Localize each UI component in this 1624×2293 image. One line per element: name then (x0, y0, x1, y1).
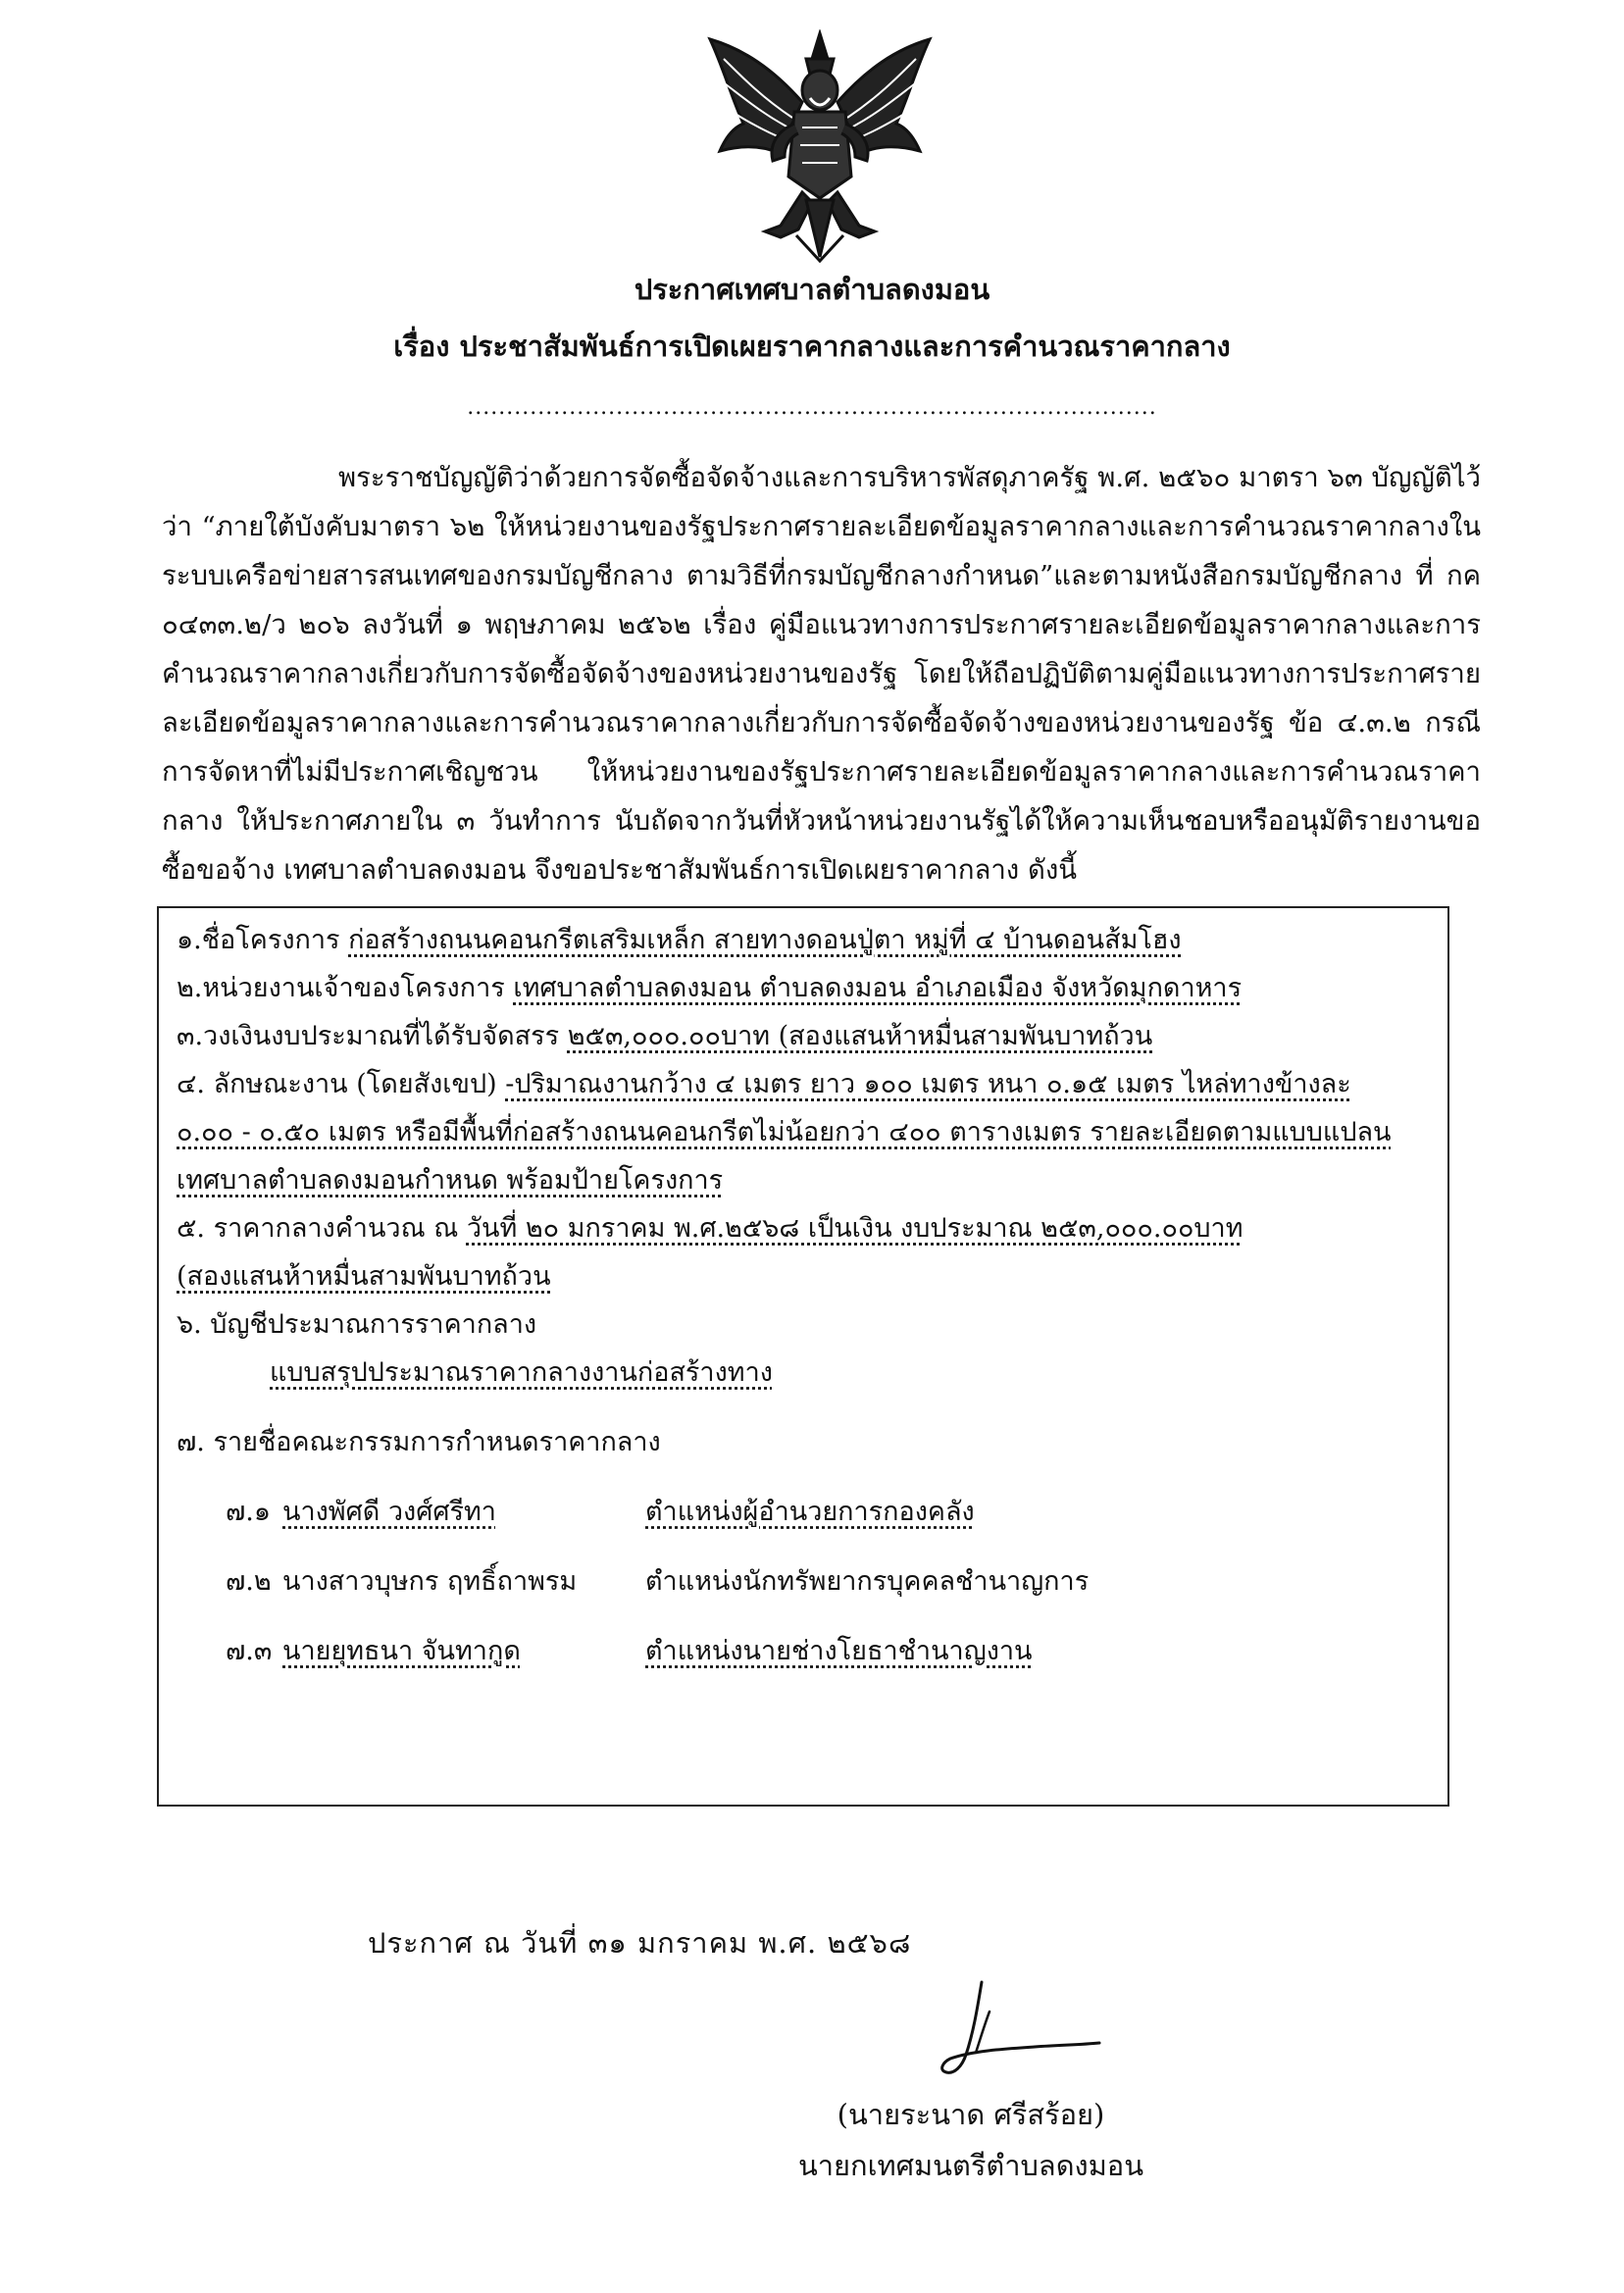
item-value: เทศบาลตำบลดงมอนกำหนด พร้อมป้ายโครงการ (177, 1165, 724, 1196)
item-label: ๕. ราคากลางคำนวณ ณ (177, 1213, 459, 1244)
item-median-price-line2 (177, 1252, 1430, 1300)
item-value: เทศบาลตำบลดงมอน ตำบลดงมอน อำเภอเมือง จังหวัดมุกดาหาร (513, 973, 1243, 1003)
body-paragraph (162, 453, 1481, 894)
item-label: ๑.ชื่อโครงการ (177, 925, 340, 955)
member-number: ๗.๓ (226, 1636, 273, 1666)
item-value: ๐.๐๐ - ๐.๕๐ เมตร หรือมีพื้นที่ก่อสร้างถนนคอนกรีตไม่น้อยกว่า ๔๐๐ ตารางเมตร รายละเอียดตามแบบแปลน (177, 1117, 1392, 1147)
item-work-description-line2 (177, 1108, 1430, 1156)
member-number: ๗.๑ (226, 1497, 272, 1527)
item-committee-title (177, 1418, 1430, 1466)
item-value: แบบสรุปประมาณราคากลางงานก่อสร้างทาง (270, 1357, 773, 1388)
item-label: ๓.วงเงินงบประมาณที่ได้รับจัดสรร (177, 1021, 560, 1051)
committee-member (177, 1557, 1430, 1605)
project-details-box (157, 906, 1449, 1807)
announcement-title: ประกาศเทศบาลตำบลดงมอน (634, 273, 990, 306)
item-value: -ปริมาณงานกว้าง ๔ เมตร ยาว ๑๐๐ เมตร หนา ๐.๑๕ เมตร ไหล่ทางข้างละ (505, 1069, 1351, 1099)
item-budget (177, 1012, 1430, 1060)
member-name: นายยุทธนา จันทากูด (282, 1636, 521, 1666)
item-price-estimate-list (177, 1300, 1430, 1349)
item-value: ก่อสร้างถนนคอนกรีตเสริมเหล็ก สายทางดอนปู่ตา หมู่ที่ ๔ บ้านดอนส้มโฮง (348, 925, 1182, 955)
item-label: ๗. รายชื่อคณะกรรมการกำหนดราคากลาง (177, 1427, 661, 1457)
body-text: พระราชบัญญัติว่าด้วยการจัดซื้อจัดจ้างและการบริหารพัสดุภาครัฐ พ.ศ. ๒๕๖๐ มาตรา ๖๓ บัญญัติไว้ว่า “ภายใต้บังคับมาตรา ๖๒ ให้หน่วยงานของรัฐประกาศรายละเอียดข้อมูลราคากลางและการคำนวณราคากลางในระบบเครือข่ายสารสนเทศของกรมบัญชีกลาง ตามวิธีที่กรมบัญชีกลางกำหนด”และตามหนังสือกรมบัญชีกลาง ที่ กค ๐๔๓๓.๒/ว ๒๐๖ ลงวันที่ ๑ พฤษภาคม ๒๕๖๒ เรื่อง คู่มือแนวทางการประกาศรายละเอียดข้อมูลราคากลางและการคำนวณราคากลางเกี่ยวกับการจัดซื้อจัดจ้างของหน่วยงานของรัฐ โดยให้ถือปฏิบัติตามคู่มือแนวทางการประกาศรายละเอียดข้อมูลราคากลางและการคำนวณราคากลางเกี่ยวกับการจัดซื้อจัดจ้างของหน่วยงานของรัฐ ข้อ ๔.๓.๒ กรณีการจัดหาที่ไม่มีประกาศเชิญชวน ให้หน่วยงานของรัฐประกาศรายละเอียดข้อมูลราคากลางและการคำนวณราคากลาง ให้ประกาศภายใน ๓ วันทำการ นับถัดจากวันที่หัวหน้าหน่วยงานรัฐได้ให้ความเห็นชอบหรืออนุมัติรายงานขอซื้อขอจ้าง เทศบาลตำบลดงมอน จึงขอประชาสัมพันธ์การเปิดเผยราคากลาง ดังนี้ (162, 462, 1481, 886)
committee-member (177, 1488, 1430, 1536)
announcement-subject: เรื่อง ประชาสัมพันธ์การเปิดเผยราคากลางและการคำนวณราคากลาง (393, 330, 1231, 363)
item-project-owner (177, 964, 1430, 1012)
garuda-emblem (704, 29, 936, 265)
spacer (177, 1466, 1430, 1488)
handwritten-signature (888, 1976, 1103, 2094)
item-label: ๔. ลักษณะงาน (โดยสังเขป) (177, 1069, 497, 1099)
member-position: ตำแหน่งนายช่างโยธาชำนาญงาน (645, 1636, 1033, 1666)
spacer (177, 1397, 1430, 1418)
signer-position: นายกเทศมนตรีตำบลดงมอน (797, 2149, 1144, 2182)
committee-member (177, 1627, 1430, 1675)
signer-name: (นายระนาด ศรีสร้อย) (837, 2098, 1105, 2131)
item-value: ๒๕๓,๐๐๐.๐๐บาท (สองแสนห้าหมื่นสามพันบาทถ้วน (567, 1021, 1153, 1051)
item-label: ๖. บัญชีประมาณการราคากลาง (177, 1309, 537, 1340)
item-work-description (177, 1060, 1430, 1108)
member-number: ๗.๒ (226, 1566, 272, 1597)
announcement-date: ประกาศ ณ วันที่ ๓๑ มกราคม พ.ศ. ๒๕๖๘ (368, 1926, 912, 1960)
item-label: ๒.หน่วยงานเจ้าของโครงการ (177, 973, 505, 1003)
item-value: (สองแสนห้าหมื่นสามพันบาทถ้วน (177, 1261, 551, 1292)
item-price-estimate-value (177, 1349, 1430, 1397)
separator-line: ........................................................................................ (467, 395, 1157, 420)
member-position: ตำแหน่งนักทรัพยากรบุคคลชำนาญการ (645, 1566, 1090, 1597)
member-name: นางพัศดี วงศ์ศรีทา (282, 1497, 496, 1527)
member-name: นางสาวบุษกร ฤทธิ์ถาพรม (282, 1566, 578, 1597)
item-work-description-line3 (177, 1156, 1430, 1204)
item-median-price (177, 1204, 1430, 1252)
item-value: วันที่ ๒๐ มกราคม พ.ศ.๒๕๖๘ เป็นเงิน งบประมาณ ๒๕๓,๐๐๐.๐๐บาท (466, 1213, 1243, 1244)
item-project-name (177, 916, 1430, 964)
member-position: ตำแหน่งผู้อำนวยการกองคลัง (645, 1497, 975, 1527)
